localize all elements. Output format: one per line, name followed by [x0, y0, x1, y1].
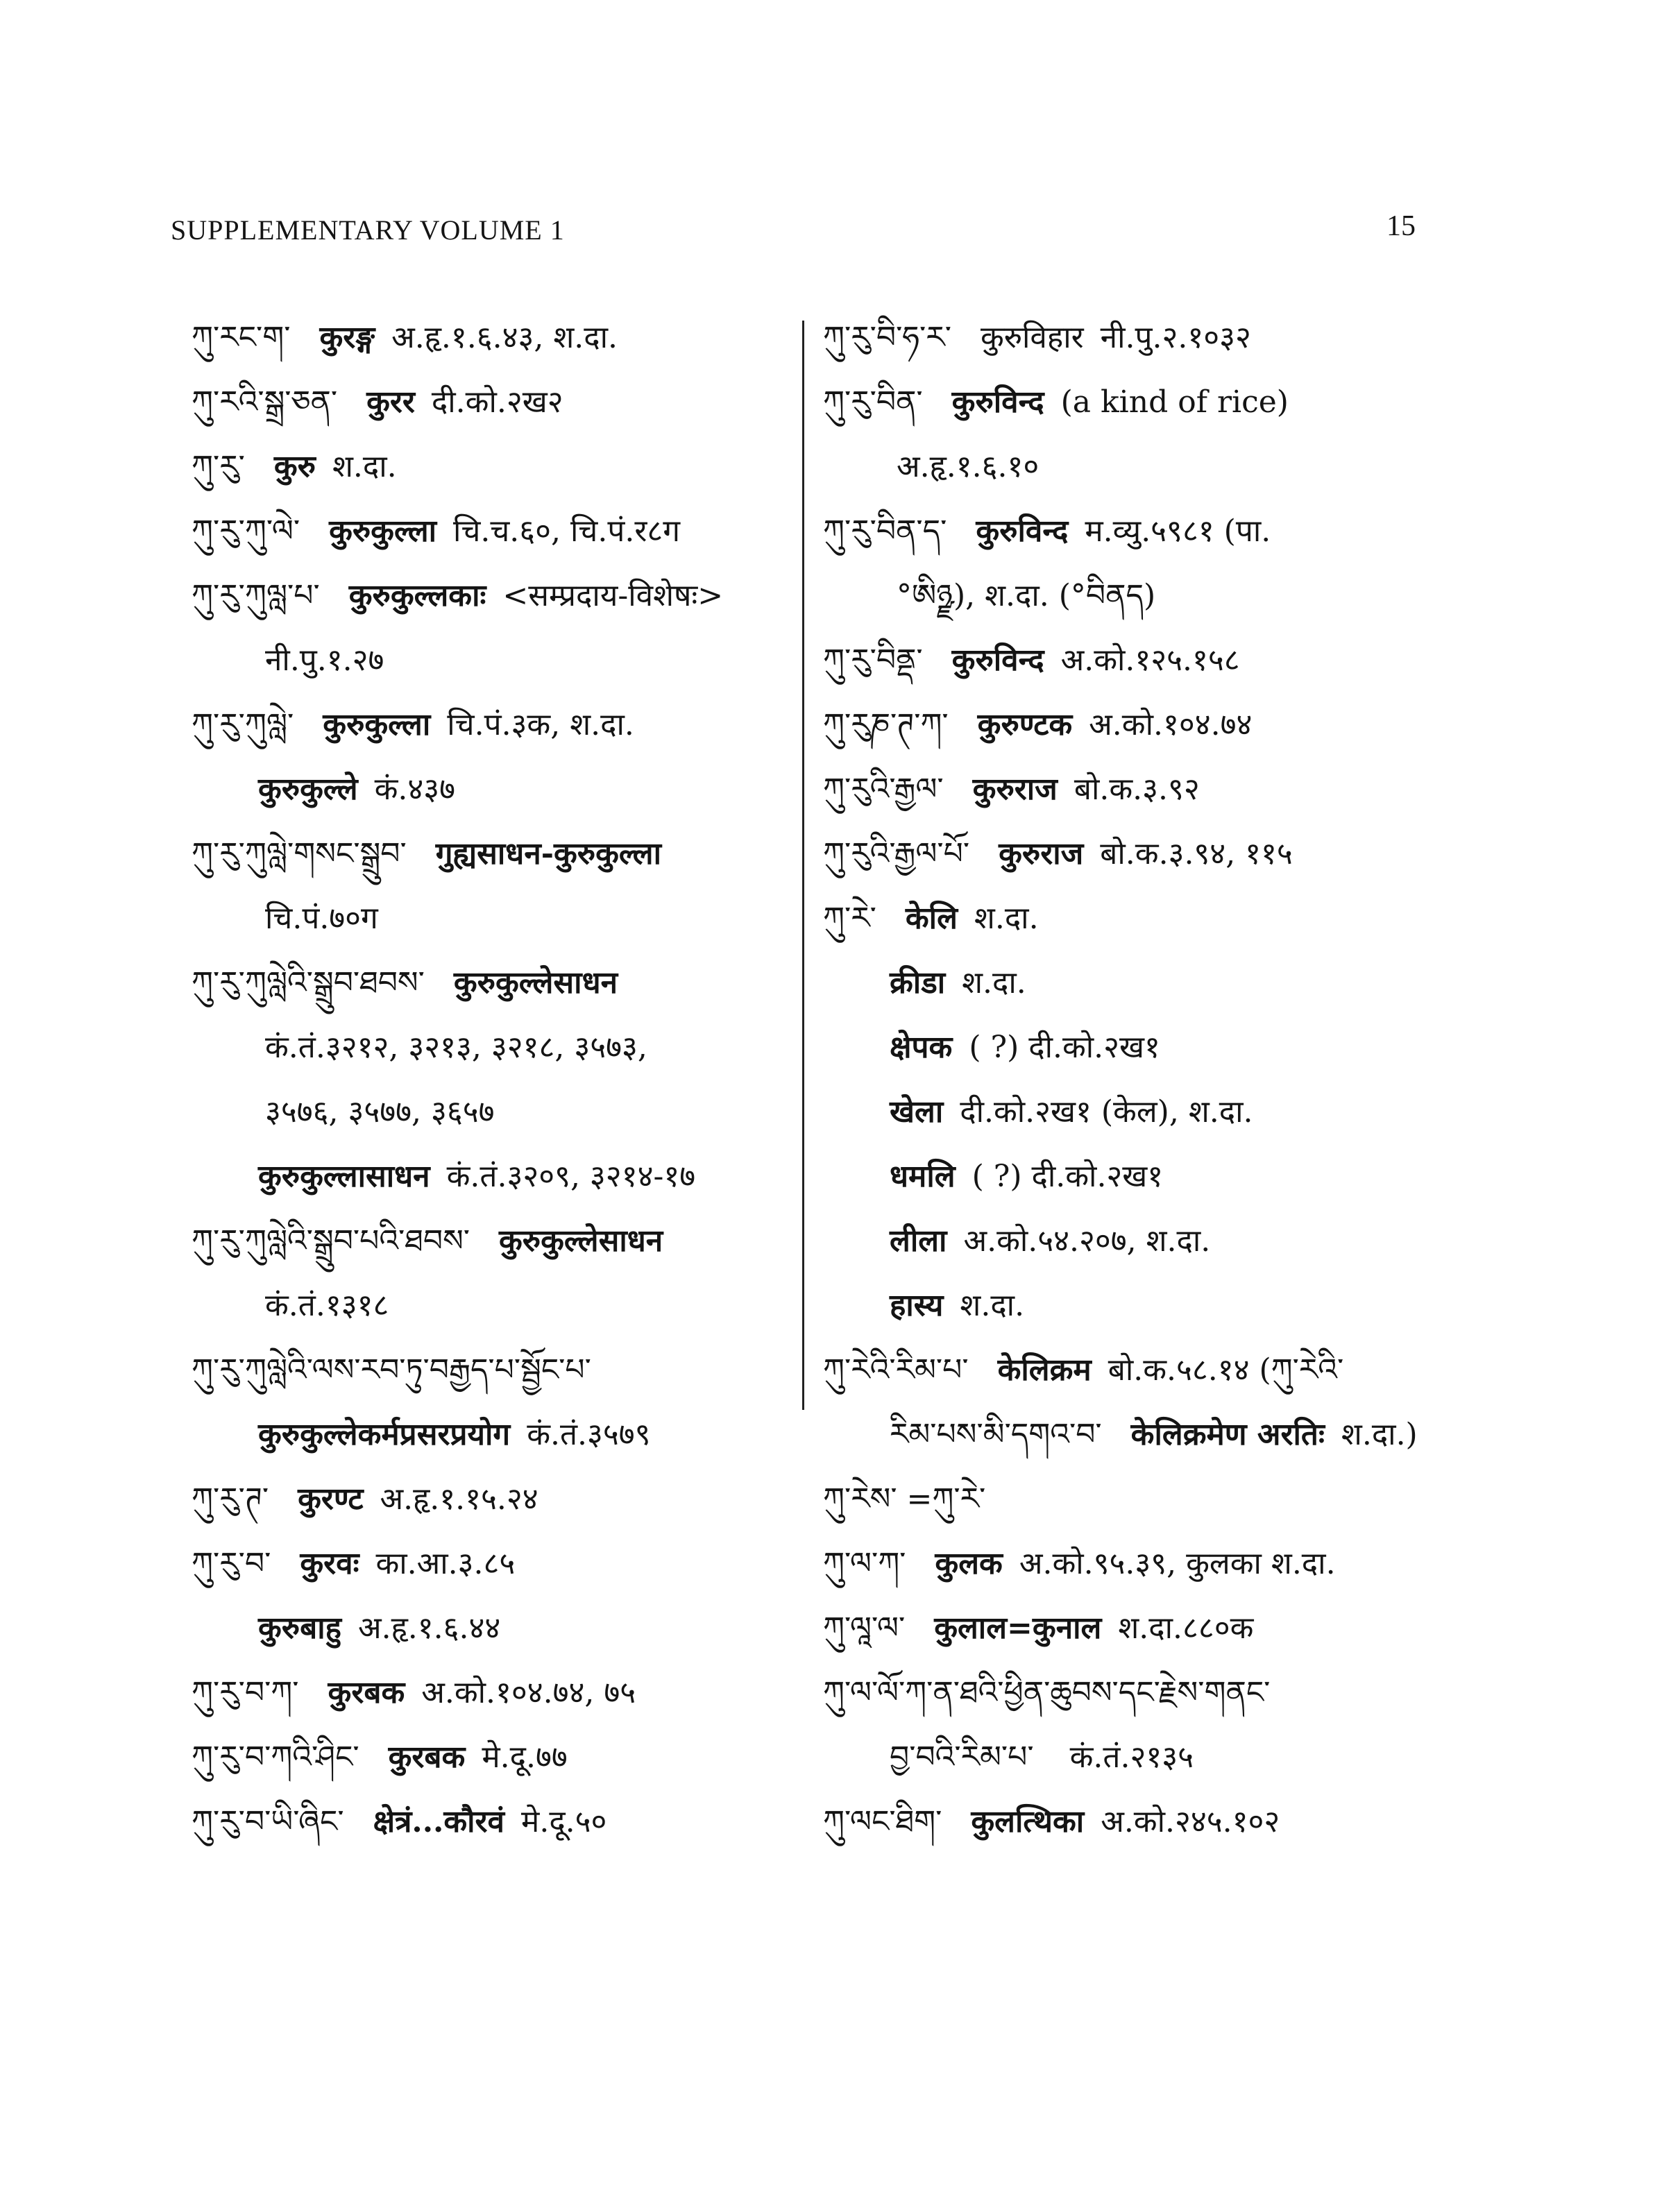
dictionary-entry [823, 1467, 1489, 1531]
dictionary-entry [823, 1596, 1489, 1660]
source-reference: अ.हृ.१.६.४४ [358, 1610, 501, 1646]
entry-continuation [192, 1080, 788, 1144]
sanskrit-equivalent: कुरुकुल्ले [258, 772, 358, 807]
dictionary-entry [823, 757, 1489, 822]
source-reference: ( ?) दी.को.२ख१ [971, 1159, 1164, 1194]
sanskrit-equivalent: लीला [890, 1223, 947, 1259]
source-reference: बो.क.३.९४, ११५ [1100, 836, 1293, 871]
source-reference: का.आ.३.८५ [375, 1546, 516, 1581]
entry-continuation [192, 1402, 788, 1467]
source-reference: कं.४३७ [374, 772, 455, 807]
tibetan-headword: ཀུ་རུ་ཀུལླེ་གསང་སྒྲུབ་ [192, 836, 407, 871]
dictionary-entry [192, 1789, 788, 1854]
sanskrit-equivalent: केलिक्रम [997, 1352, 1092, 1388]
tibetan-headword: བྱ་བའི་རིམ་པ་ [890, 1739, 1034, 1775]
dictionary-entry [823, 499, 1489, 563]
tibetan-headword: ཀུ་རུ་བིན་ [823, 384, 923, 420]
sanskrit-equivalent: कुरङ्ग [319, 320, 375, 355]
dictionary-entry [823, 886, 1489, 951]
source-reference: अ.को.१०४.७४, ७५ [421, 1675, 636, 1710]
dictionary-entry [823, 1660, 1489, 1725]
sanskrit-equivalent: कुरवः [300, 1546, 359, 1581]
column-divider [802, 321, 804, 1410]
sanskrit-equivalent: कुलाल=कुनाल [934, 1610, 1102, 1646]
entry-continuation [823, 563, 1489, 628]
source-reference: मे.दू.५० [521, 1804, 607, 1839]
entry-continuation [192, 1015, 788, 1080]
left-column [192, 305, 788, 1854]
source-reference: दी.को.२ख१ (केल), श.दा. [960, 1094, 1253, 1130]
tibetan-headword: ཀུ་ལཱ་ལ་ [823, 1610, 906, 1646]
running-header: SUPPLEMENTARY VOLUME 1 [171, 214, 565, 246]
page-number: 15 [1386, 210, 1416, 242]
source-reference: (a kind of rice) [1060, 384, 1289, 420]
source-reference: अ.को.१२५.१५८ [1060, 643, 1240, 678]
sanskrit-equivalent: कुरुकुल्लेकर्मप्रसरप्रयोग [258, 1417, 511, 1452]
dictionary-entry [192, 1725, 788, 1789]
sanskrit-equivalent: धमलि [890, 1159, 956, 1194]
dictionary-entry [192, 434, 788, 499]
sanskrit-equivalent: कुलत्थिका [971, 1804, 1085, 1839]
sanskrit-equivalent: कुरु [273, 449, 316, 484]
source-reference: चि.च.६०, चि.पं.र८ग [453, 513, 680, 549]
tibetan-headword: ཀུ་རུ་ཀུལླེའི་སྒྲུབ་པའི་ཐབས་ [192, 1223, 470, 1259]
dictionary-entry [192, 305, 788, 370]
sanskrit-equivalent: कुरबक [328, 1675, 405, 1710]
source-reference: अ.हृ.१.६.१० [897, 449, 1040, 484]
source-reference: श.दा. [960, 1288, 1025, 1323]
source-reference: अ.को.५४.२०७, श.दा. [963, 1223, 1211, 1259]
tibetan-headword: ཀུ་རུ་བིན་ད་ [823, 513, 947, 549]
sanskrit-equivalent: कुरुबाहु [258, 1610, 341, 1646]
sanskrit-equivalent: कुरुकुल्ला [329, 513, 437, 549]
tibetan-headword: ཀུ་ལ་ཀ་ [823, 1546, 906, 1581]
entry-continuation [823, 951, 1489, 1015]
source-reference: म.व्यु.५९८१ (पा. [1085, 513, 1271, 549]
sanskrit-equivalent: कुरुकुल्ला [323, 707, 431, 742]
source-reference: अ.को.९५.३९, कुलका श.दा. [1019, 1546, 1336, 1581]
tibetan-headword: ཀུ་རུ་ཊ་ [192, 1481, 269, 1517]
source-reference: कं.तं.३२१२, ३२१३, ३२१८, ३५७३, [265, 1030, 647, 1065]
entry-continuation [823, 1209, 1489, 1273]
source-reference: अ.को.१०४.७४ [1089, 707, 1253, 742]
sanskrit-equivalent: क्षेत्रं...कौरवं [373, 1804, 505, 1839]
dictionary-entry [823, 692, 1489, 757]
tibetan-headword: ཀུ་རང་ག་ [192, 320, 291, 355]
source-reference: श.दा. [332, 449, 397, 484]
tibetan-headword: ཀུ་རུ་བ་ཀ་ [192, 1675, 299, 1710]
dictionary-entry [192, 1660, 788, 1725]
entry-continuation [823, 1144, 1489, 1209]
dictionary-entry [192, 563, 788, 628]
entry-continuation [192, 886, 788, 951]
entry-continuation [192, 757, 788, 822]
dictionary-entry [823, 305, 1489, 370]
sanskrit-equivalent: कुरण्ट [298, 1481, 364, 1517]
sanskrit-equivalent: कुरबक [388, 1739, 466, 1775]
source-reference: कं.तं.३५७९ [527, 1417, 651, 1452]
sanskrit-equivalent: कुरुकुल्लेसाधन [499, 1223, 663, 1259]
source-reference: श.दा.८८०क [1118, 1610, 1254, 1646]
source-reference: बो.क.३.९२ [1074, 772, 1200, 807]
source-reference: अ.हृ.१.६.४३, श.दा. [391, 320, 618, 355]
source-reference: अ.को.२४५.१०२ [1101, 1804, 1280, 1839]
sanskrit-equivalent: खेला [890, 1094, 944, 1130]
source-reference: कं.तं.१३१८ [265, 1288, 389, 1323]
sanskrit-equivalent: कुरुविन्द [951, 384, 1044, 420]
tibetan-headword: ཀུ་རུ་བ་ཀའི་ཤིང་ [192, 1739, 359, 1775]
tibetan-headword: ཀུ་རུའི་རྒྱལ་ [823, 772, 944, 807]
tibetan-headword: ཀུ་རུ་ཀུལླེའི་ལས་རབ་ཏུ་བརྒྱད་པ་སྦྱོང་པ་ [192, 1352, 591, 1388]
dictionary-entry [823, 370, 1489, 434]
tibetan-headword: རིམ་པས་མི་དགའ་བ་ [890, 1417, 1102, 1452]
dictionary-entry [823, 822, 1489, 886]
source-reference: चि.पं.३क, श.दा. [447, 707, 634, 742]
sanskrit-equivalent: केलिक्रमेण अरतिः [1130, 1417, 1325, 1452]
tibetan-headword: ཀུ་ལ་ལོ་ཀ་ན་ཐའི་ཕྱིན་ཆུབས་དང་རྗེས་གནང་ [823, 1675, 1271, 1710]
tibetan-headword: ཀུ་རེ་ [823, 901, 876, 936]
dictionary-entry [823, 628, 1489, 692]
tibetan-headword: ཀུ་རུ་ཀུལླེ་ [192, 707, 294, 742]
dictionary-entry [192, 1531, 788, 1596]
sanskrit-equivalent: कुरुराज [999, 836, 1084, 871]
tibetan-headword: ཀུ་རུའི་རྒྱལ་པོ་ [823, 836, 970, 871]
source-reference: कं.तं.२१३५ [1069, 1739, 1194, 1775]
entry-continuation [192, 1144, 788, 1209]
source-reference: श.दा. [974, 901, 1039, 936]
tibetan-headword: ཀུ་རེས་ =ཀུ་རེ་ [823, 1481, 986, 1517]
source-reference: ( ?) दी.को.२ख१ [969, 1030, 1160, 1065]
tibetan-headword: ཀུ་རུ་བ་ [192, 1546, 271, 1581]
dictionary-entry [192, 951, 788, 1015]
dictionary-entry [192, 370, 788, 434]
source-reference: मे.दू.७७ [482, 1739, 568, 1775]
sanskrit-equivalent: कुरुविन्द [976, 513, 1069, 549]
dictionary-entry [192, 1467, 788, 1531]
sanskrit-equivalent: क्षेपक [890, 1030, 953, 1065]
entry-continuation [823, 1015, 1489, 1080]
dictionary-entry [192, 1209, 788, 1273]
entry-continuation [192, 1273, 788, 1338]
tibetan-headword: ཀུ་རེའི་རིམ་པ་ [823, 1352, 969, 1388]
sanskrit-equivalent: कुरुविन्द [951, 643, 1044, 678]
dictionary-entry [823, 1789, 1489, 1854]
tibetan-headword: ཀུ་རུ་བ་ཡི་ཞིང་ [192, 1804, 344, 1839]
tibetan-headword: ཀུ་ལང་ཐིག་ [823, 1804, 942, 1839]
source-reference: अ.हृ.१.१५.२४ [380, 1481, 538, 1517]
entry-continuation [823, 1080, 1489, 1144]
tibetan-headword: ཀུ་རུཎ་ཊ་ཀ་ [823, 707, 949, 742]
source-reference: श.दा. [962, 965, 1026, 1001]
tibetan-headword: ཀུ་རུ་ [192, 449, 245, 484]
dictionary-entry [192, 692, 788, 757]
sanskrit-equivalent: कुरुराज [972, 772, 1058, 807]
entry-continuation [192, 1596, 788, 1660]
right-column [823, 305, 1489, 1854]
sanskrit-equivalent: कुरर [366, 384, 415, 420]
source-reference: बो.क.५८.१४ (ཀུ་རེའི་ [1108, 1352, 1344, 1388]
source-reference: श.दा.) [1341, 1417, 1418, 1452]
tibetan-headword: ཀུ་རུ་ཀུལླེའི་སྒྲུབ་ཐབས་ [192, 965, 425, 1001]
sanskrit-equivalent: क्रीडा [890, 965, 946, 1001]
tibetan-headword: ཀུ་རུ་ཀུ་ལེ་ [192, 513, 300, 549]
source-reference: नी.पु.१.२७ [265, 643, 384, 678]
dictionary-entry [192, 1338, 788, 1402]
entry-continuation [823, 1402, 1489, 1467]
source-reference: चि.पं.७०ग [265, 901, 378, 936]
entry-continuation [823, 1725, 1489, 1789]
dictionary-entry [823, 1531, 1489, 1596]
source-reference: कं.तं.३२०९, ३२१४-१७ [446, 1159, 696, 1194]
tibetan-headword: ཀུ་རུ་བིནྡ་ [823, 643, 923, 678]
sanskrit-equivalent: कुरुविहार [980, 320, 1084, 355]
source-reference: नी.पु.२.१०३२ [1100, 320, 1251, 355]
sanskrit-equivalent: कुरुकुल्लासाधन [258, 1159, 430, 1194]
tibetan-headword: ཀུ་རུ་ཀུལླ་པ་ [192, 578, 320, 613]
sanskrit-equivalent: हास्य [890, 1288, 944, 1323]
entry-continuation [823, 434, 1489, 499]
sanskrit-equivalent: कुरुकुल्लेसाधन [453, 965, 618, 1001]
source-reference: °ཨིཉྫ), श.दा. (°བིནད) [897, 578, 1156, 613]
sanskrit-equivalent: कुरुण्टक [977, 707, 1073, 742]
source-reference: दी.को.२ख२ [431, 384, 563, 420]
tibetan-headword: ཀུ་རུ་བི་ཧ་ར་ [823, 320, 951, 355]
sanskrit-equivalent: कुलक [935, 1546, 1003, 1581]
dictionary-entry [192, 499, 788, 563]
entry-continuation [192, 628, 788, 692]
tibetan-headword: ཀུ་རའི་སྒྲ་ཅན་ [192, 384, 338, 420]
source-reference: ३५७६, ३५७७, ३६५७ [265, 1094, 495, 1130]
source-reference: <सम्प्रदाय-विशेषः> [502, 578, 724, 613]
dictionary-entry [192, 822, 788, 886]
sanskrit-equivalent: गुह्यसाधन-कुरुकुल्ला [435, 836, 661, 871]
sanskrit-equivalent: केलि [905, 901, 958, 936]
sanskrit-equivalent: कुरुकुल्लकाः [348, 578, 486, 613]
dictionary-entry [823, 1338, 1489, 1402]
entry-continuation [823, 1273, 1489, 1338]
